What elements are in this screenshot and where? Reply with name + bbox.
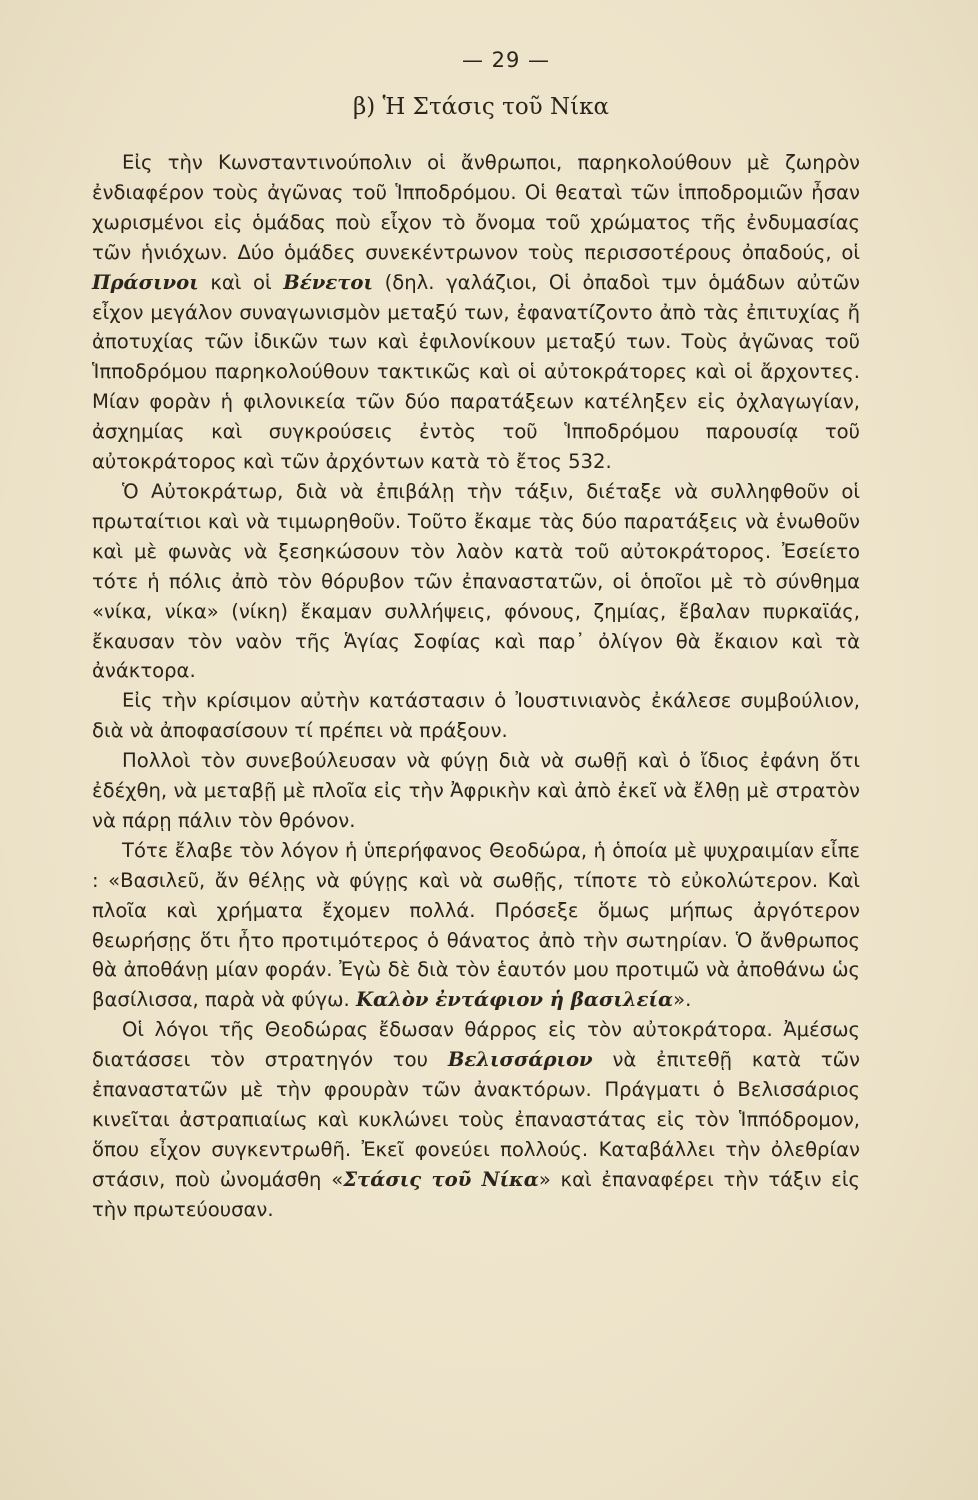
emphasis-quote: Καλὸν ἐντάφιον ἡ βασιλεία: [356, 988, 674, 1012]
paragraph-advice-flee: Πολλοὶ τὸν συνεβούλευσαν νὰ φύγῃ διὰ νὰ σωθῇ καὶ ὁ ἴδιος ἐφάνη ὅτι ἐδέχθη, νὰ μεταβῇ μὲ πλοῖα εἰς τὴν Ἀφρικὴν καὶ ἀπὸ ἐκεῖ νὰ ἔλθῃ μὲ στρατὸν νὰ πάρῃ πάλιν τὸν θρόνον.: [92, 749, 860, 832]
emphasis-venetoi: Βένετοι: [283, 270, 373, 294]
body-text: [92, 148, 860, 1225]
paragraph-belisarius: Οἱ λόγοι τῆς Θεοδώρας ἔδωσαν θάρρος εἰς τὸν αὐτοκράτορα. Ἀμέσως διατάσσει τὸν στρατηγόν του Βελισσάριον νὰ ἐπιτεθῇ κατὰ τῶν ἐπαναστατῶν μὲ τὴν φρουρὰν τῶν ἀνακτόρων. Πράγματι ὁ Βελισσάριος κινεῖται ἀστραπιαίως καὶ κυκλώνει τοὺς ἐπαναστάτας εἰς τὸν Ἱππόδρομον, ὅπου εἶχον συγκεντρωθῆ. Ἐκεῖ φονεύει πολλούς. Καταβάλλει τὴν ὀλεθρίαν στάσιν, ποὺ ὠνομάσθη «Στάσις τοῦ Νίκα» καὶ ἐπαναφέρει τὴν τάξιν εἰς τὴν πρωτεύουσαν.: [92, 1018, 860, 1221]
emphasis-belisarius: Βελισσάριον: [447, 1048, 593, 1072]
paragraph-council: Εἰς τὴν κρίσιμον αὐτὴν κατάστασιν ὁ Ἰουστινιανὸς ἐκάλεσε συμβούλιον, διὰ νὰ ἀποφασίσουν τί πρέπει νὰ πράξουν.: [92, 689, 860, 743]
paragraph-theodora-speech: Τότε ἔλαβε τὸν λόγον ἡ ὑπερήφανος Θεοδώρα, ἡ ὁποία μὲ ψυχραιμίαν εἶπε : «Βασιλεῦ, ἄν θέλῃς νὰ φύγῃς καὶ νὰ σωθῇς, τίποτε τὸ εὐκολώτερον. Καὶ πλοῖα καὶ χρήματα ἔχομεν πολλά. Πρόσεξε ὅμως μήπως ἀργότερον θεωρήσῃς ὅτι ἦτο προτιμότερος ὁ θάνατος ἀπὸ τὴν σωτηρίαν. Ὁ ἄνθρωπος θὰ ἀποθάνῃ μίαν φοράν. Ἐγὼ δὲ διὰ τὸν ἑαυτόν μου προτιμῶ νὰ ἀποθάνω ὡς βασίλισσα, παρὰ νὰ φύγω. Καλὸν ἐντάφιον ἡ βασιλεία».: [92, 838, 860, 1012]
page-number: — 29 —: [461, 48, 551, 72]
paragraph-emperor-order: Ὁ Αὐτοκράτωρ, διὰ νὰ ἐπιβάλῃ τὴν τάξιν, διέταξε νὰ συλληφθοῦν οἱ πρωταίτιοι καὶ νὰ τιμωρηθοῦν. Τοῦτο ἔκαμε τὰς δύο παρατάξεις νὰ ἑνωθοῦν καὶ μὲ φωνὰς νὰ ξεσηκώσουν τὸν λαὸν κατὰ τοῦ αὐτοκράτορος. Ἐσείετο τότε ἡ πόλις ἀπὸ τὸν θόρυβον τῶν ἐπαναστατῶν, οἱ ὁποῖοι μὲ τὸ σύνθημα «νίκα, νίκα» (νίκη) ἔκαμαν συλλήψεις, φόνους, ζημίας, ἔβαλαν πυρκαϊάς, ἔκαυσαν τὸν ναὸν τῆς Ἁγίας Σοφίας καὶ παρ᾽ ὀλίγον θὰ ἔκαιον καὶ τὰ ἀνάκτορα.: [92, 479, 860, 683]
emphasis-prasinoi: Πράσινοι: [92, 270, 199, 294]
paragraph-hippodrome: Εἰς τὴν Κωνσταντινούπολιν οἱ ἄνθρωποι, παρηκολούθουν μὲ ζωηρὸν ἐνδιαφέρον τοὺς ἀγῶνας τοῦ Ἱπποδρόμου. Οἱ θεαταὶ τῶν ἱπποδρομιῶν ἦσαν χωρισμένοι εἰς ὁμάδας ποὺ εἶχον τὸ ὄνομα τοῦ χρώματος τῆς ἐνδυμασίας τῶν ἡνιόχων. Δύο ὁμάδες συνεκέντρωνον τοὺς περισσοτέρους ὀπαδούς, οἱ Πράσινοι καὶ οἱ Βένετοι (δηλ. γαλάζιοι, Οἱ ὀπαδοὶ τμν ὁμάδων αὐτῶν εἶχον μεγάλον συναγωνισμὸν μεταξύ των, ἐφανατίζοντο ἀπὸ τὰς ἐπιτυχίας ἤ ἀποτυχίας τῶν ἰδικῶν των καὶ ἐφιλονίκουν μεταξύ των. Τοὺς ἀγῶνας τοῦ Ἱπποδρόμου παρηκολούθουν τακτικῶς καὶ οἱ αὐτοκράτορες καὶ οἱ ἄρχοντες. Μίαν φορὰν ἡ φιλονικεία τῶν δύο παρατάξεων κατέληξεν εἰς ὀχλαγωγίαν, ἀσχημίας καὶ συγκρούσεις ἐντὸς τοῦ Ἱπποδρόμου παρουσίᾳ τοῦ αὐτοκράτορος καὶ τῶν ἀρχόντων κατὰ τὸ ἔτος 532.: [92, 151, 860, 474]
section-title: β) Ἡ Στάσις τοῦ Νίκα: [352, 94, 610, 120]
emphasis-nika-riot: Στάσις τοῦ Νίκα: [343, 1167, 539, 1191]
